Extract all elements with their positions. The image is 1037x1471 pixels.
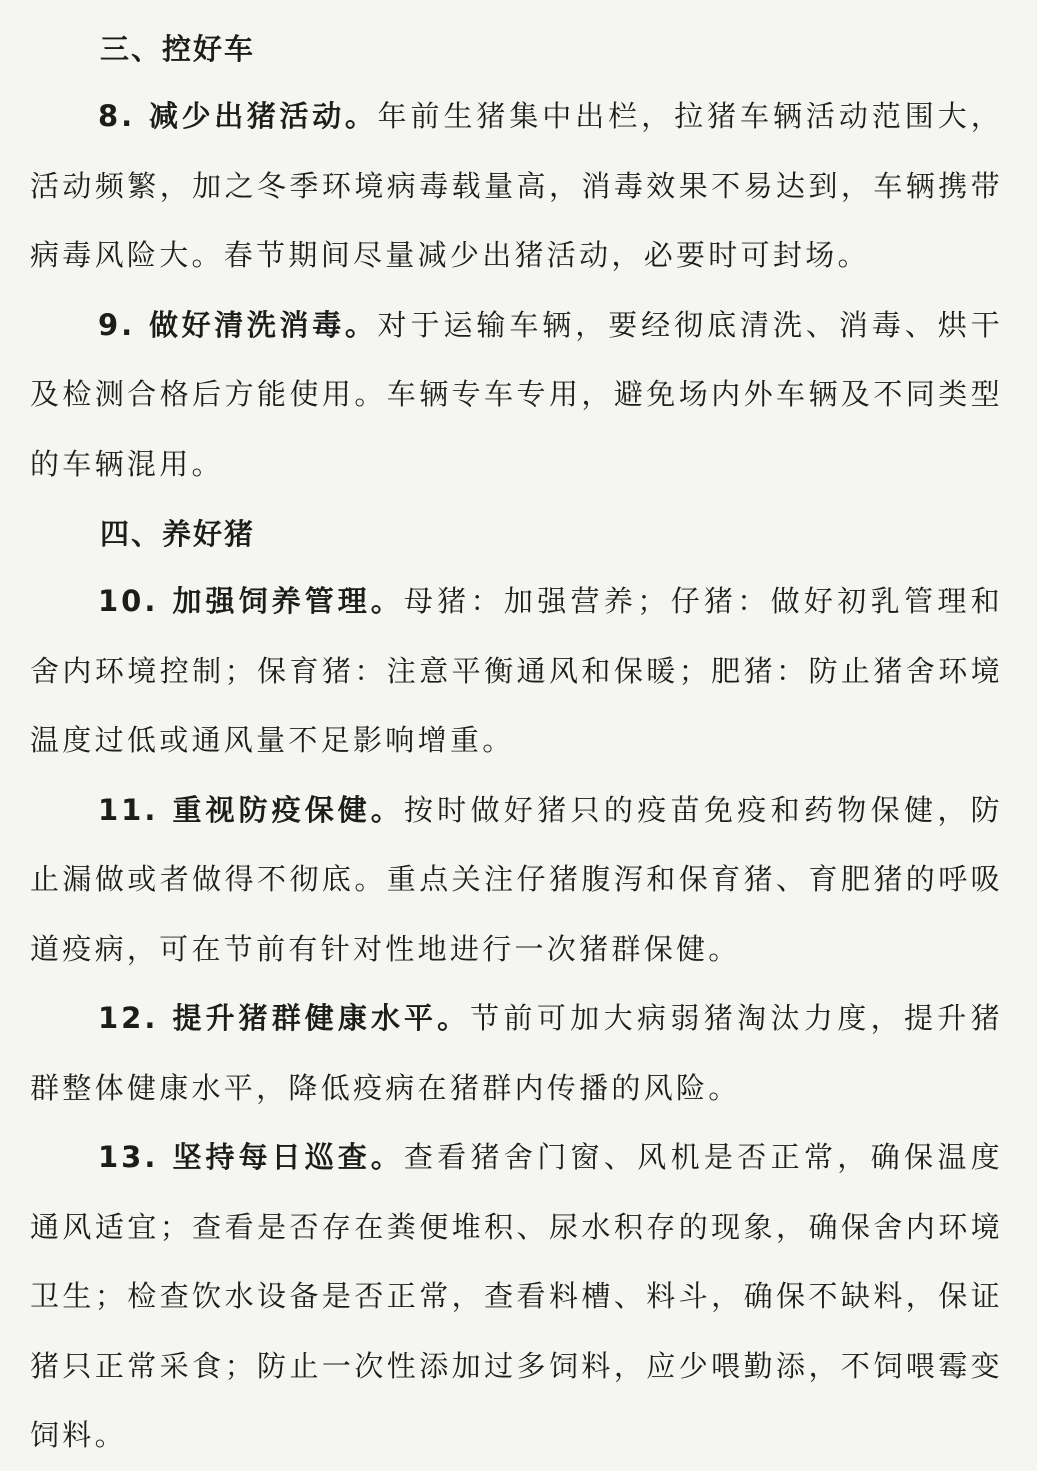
item-body: 查看猪舍门窗、风机是否正常，确保温度通风适宜；查看是否存在粪便堆积、尿水积存的现象，确保舍内环境卫生；检查饮水设备是否正常，查看料槽、料斗，确保不缺料，保证猪只正常采食；防止一次性添加过多饲料，应少喂勤添，不饲喂霉变饲料。 (30, 1140, 1003, 1452)
item-lead: 10. 加强饲养管理。 (98, 584, 404, 618)
paragraph-item-11 (30, 776, 1003, 985)
item-lead: 8. 减少出猪活动。 (98, 99, 378, 133)
item-lead: 11. 重视防疫保健。 (98, 792, 404, 827)
item-body: 对于运输车辆，要经彻底清洗、消毒、烘干及检测合格后方能使用。车辆专车专用，避免场内外车辆及不同类型的车辆混用。 (30, 307, 1004, 481)
paragraph-item-10 (30, 567, 1003, 776)
paragraph-item-9 (30, 291, 1003, 500)
item-lead: 13. 坚持每日巡查。 (98, 1140, 404, 1174)
item-body: 年前生猪集中出栏，拉猪车辆活动范围大，活动频繁，加之冬季环境病毒载量高，消毒效果不易达到，车辆携带病毒风险大。春节期间尽量减少出猪活动，必要时可封场。 (30, 99, 1004, 272)
paragraph-item-8 (30, 82, 1003, 291)
item-body: 节前可加大病弱猪淘汰力度，提升猪群整体健康水平，降低疫病在猪群内传播的风险。 (30, 1001, 1003, 1105)
paragraph-item-13 (30, 1123, 1003, 1471)
item-body: 母猪：加强营养；仔猪：做好初乳管理和舍内环境控制；保育猪：注意平衡通风和保暖；肥猪：防止猪舍环境温度过低或通风量不足影响增重。 (30, 584, 1003, 757)
section-vehicles (30, 16, 1003, 499)
item-body: 按时做好猪只的疫苗免疫和药物保健，防止漏做或者做得不彻底。重点关注仔猪腹泻和保育猪、育肥猪的呼吸道疫病，可在节前有针对性地进行一次猪群保健。 (30, 792, 1003, 966)
paragraph-item-12 (30, 984, 1003, 1123)
section-heading: 三、控好车 (100, 32, 256, 66)
section-heading: 四、养好猪 (100, 517, 256, 551)
item-lead: 12. 提升猪群健康水平。 (98, 1001, 471, 1035)
item-lead: 9. 做好清洗消毒。 (98, 307, 378, 342)
section-pigs (30, 501, 1003, 1471)
